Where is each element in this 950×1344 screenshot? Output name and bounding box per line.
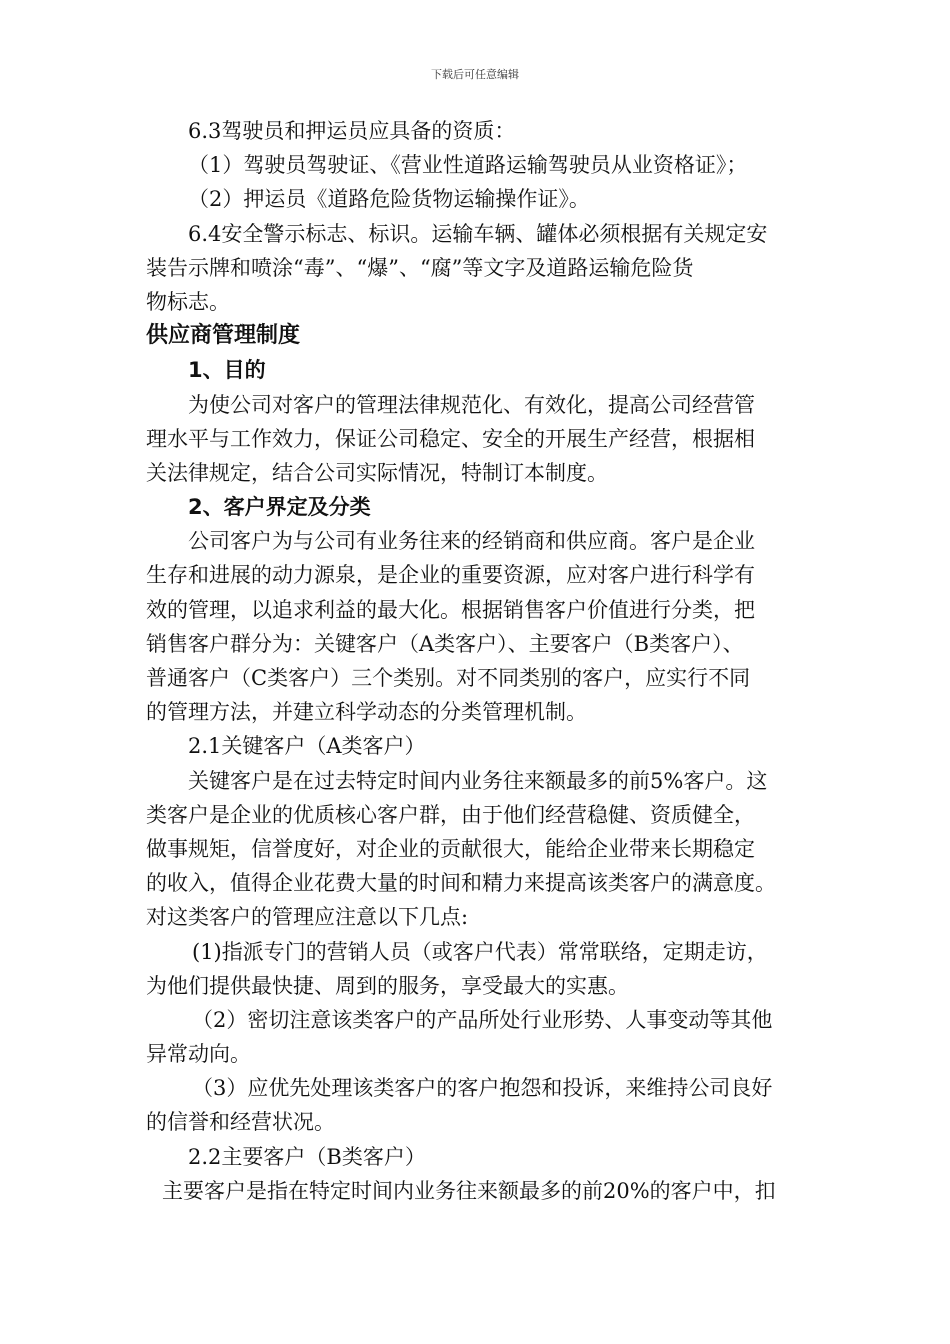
paragraph-line: 异常动向。 [146, 1042, 251, 1067]
document-body [146, 114, 806, 1208]
paragraph-line: 主要客户是指在特定时间内业务往来额最多的前20%的客户中，扣 [162, 1178, 776, 1203]
paragraph-line: 生存和进展的动力源泉，是企业的重要资源，应对客户进行科学有 [146, 563, 755, 588]
paragraph-line: 类客户是企业的优质核心客户群，由于他们经营稳健、资质健全， [146, 802, 755, 827]
paragraph-line: 装告示牌和喷涂“毒”、“爆”、“腐”等文字及道路运输危险货 [146, 255, 694, 280]
paragraph-line: 销售客户群分为：关键客户（A类客户）、主要客户（B类客户）、 [146, 631, 744, 656]
subheading-2-1: 2.1关键客户（A类客户） [188, 734, 426, 759]
paragraph-line: 物标志。 [146, 289, 230, 314]
document-title: 供应商管理制度 [146, 323, 301, 349]
list-item: （2）密切注意该类客户的产品所处行业形势、人事变动等其他 [192, 1007, 773, 1032]
list-item: （2）押运员《道路危险货物运输操作证》。 [188, 187, 590, 212]
paragraph-line: 关键客户是在过去特定时间内业务往来额最多的前5%客户。这 [188, 768, 768, 793]
subheading-2-2: 2.2主要客户（B类客户） [188, 1144, 426, 1169]
heading-purpose: 1、目的 [188, 358, 266, 383]
paragraph-line: 的收入，值得企业花费大量的时间和精力来提高该类客户的满意度。 [146, 871, 776, 896]
paragraph-line: 的管理方法，并建立科学动态的分类管理机制。 [146, 700, 587, 725]
paragraph-line: 的信誉和经营状况。 [146, 1110, 335, 1135]
paragraph-line: 普通客户（C类客户）三个类别。对不同类别的客户，应实行不同 [146, 666, 751, 690]
paragraph-line: 效的管理，以追求利益的最大化。根据销售客户价值进行分类，把 [146, 597, 755, 622]
paragraph-line: 为他们提供最快捷、周到的服务，享受最大的实惠。 [146, 973, 629, 998]
list-item: （3）应优先处理该类客户的客户抱怨和投诉，来维持公司良好 [192, 1076, 773, 1101]
section-6-4: 6.4安全警示标志、标识。运输车辆、罐体必须根据有关规定安 [188, 221, 768, 246]
section-6-3: 6.3驾驶员和押运员应具备的资质： [188, 119, 516, 143]
paragraph-line: 理水平与工作效力，保证公司稳定、安全的开展生产经营，根据相 [146, 426, 755, 451]
paragraph-line: 为使公司对客户的管理法律规范化、有效化，提高公司经营管 [188, 392, 755, 417]
paragraph-line: 关法律规定，结合公司实际情况，特制订本制度。 [146, 460, 608, 485]
paragraph-line: 公司客户为与公司有业务往来的经销商和供应商。客户是企业 [188, 529, 755, 554]
heading-classification: 2、客户界定及分类 [188, 495, 371, 520]
download-note: 下载后可任意编辑 [431, 68, 519, 81]
list-item: (1)指派专门的营销人员（或客户代表）常常联络，定期走访， [192, 939, 768, 964]
paragraph-line: 对这类客户的管理应注意以下几点: [146, 905, 469, 930]
list-item: （1）驾驶员驾驶证、《营业性道路运输驾驶员从业资格证》； [188, 153, 748, 178]
paragraph-line: 做事规矩，信誉度好，对企业的贡献很大，能给企业带来长期稳定 [146, 836, 755, 861]
